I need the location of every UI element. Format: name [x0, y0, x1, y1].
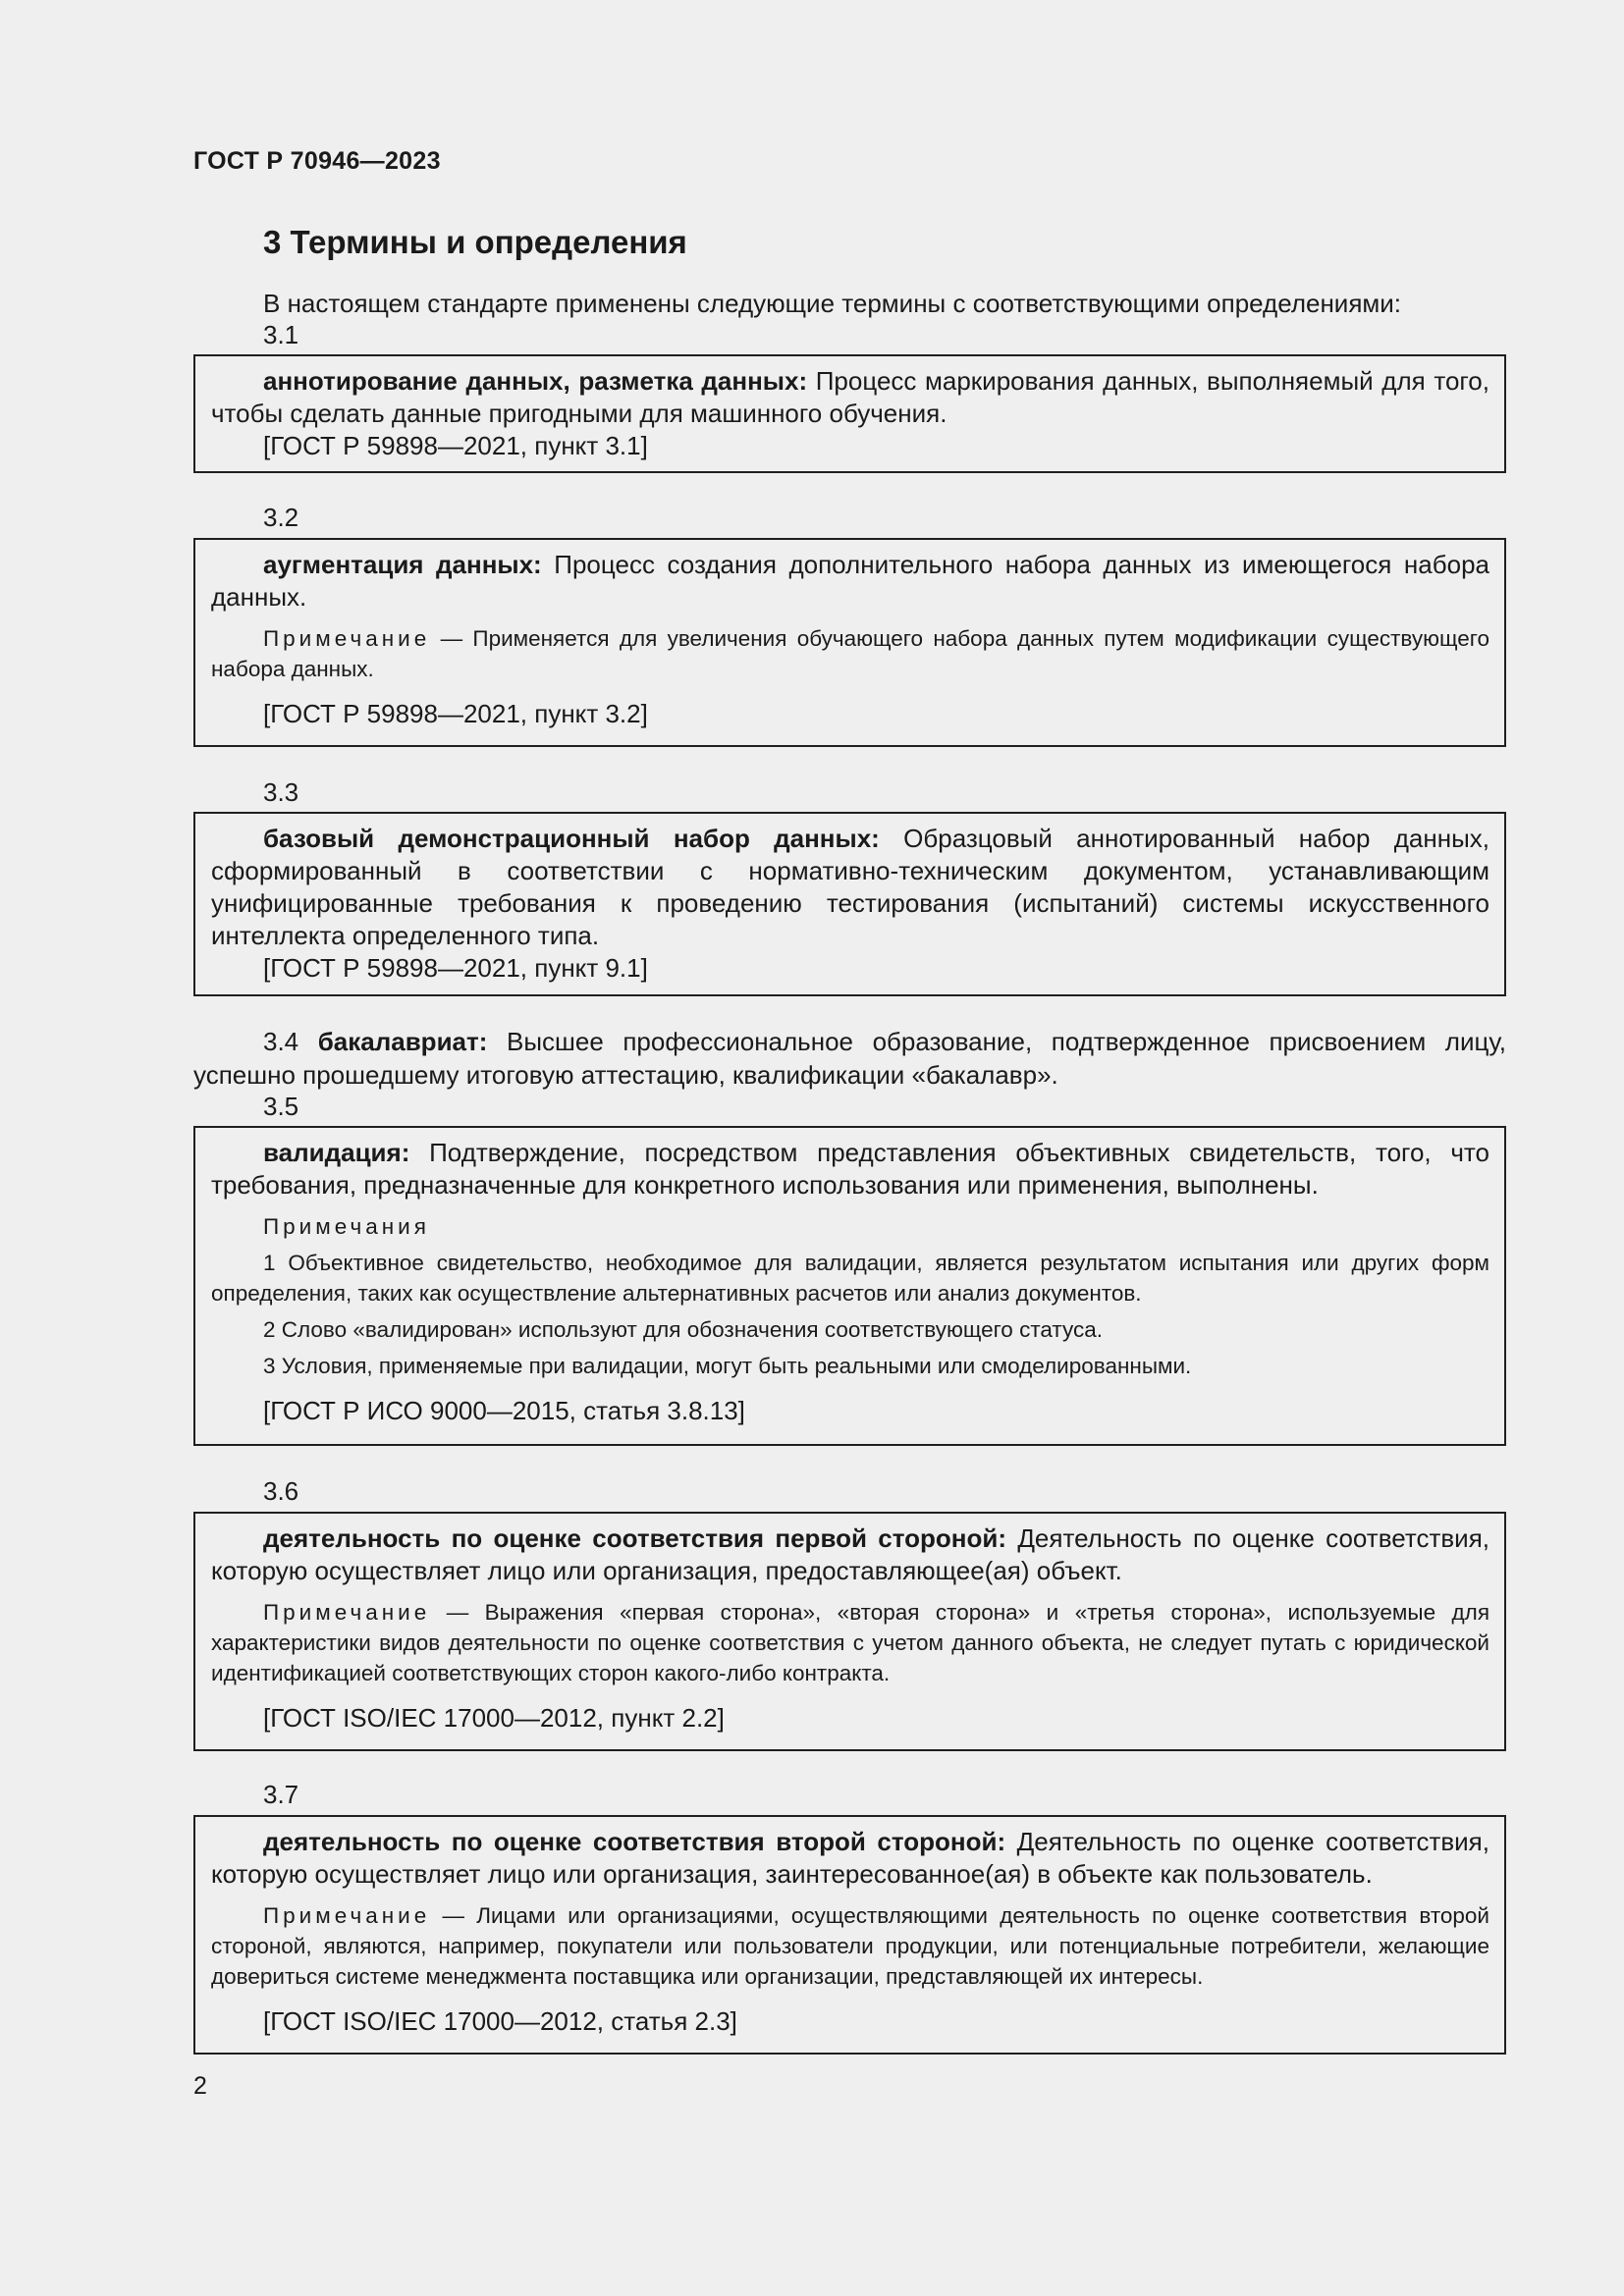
term-box: [193, 354, 1506, 473]
entry-number: 3.1: [263, 320, 299, 349]
term-name: бакалавриат:: [317, 1027, 488, 1056]
page-number: 2: [193, 2072, 207, 2100]
term-name: деятельность по оценке соответствия первой стороной:: [263, 1523, 1006, 1553]
term-entry-inline: 3.4 бакалавриат: Высшее профессиональное образование, подтвержденное присвоением лицу, успешно прошедшему итоговую аттестацию, квалификации «бакалавр».: [193, 1027, 1506, 1090]
notes-label: Примечания: [263, 1214, 430, 1239]
entry-number: 3.4: [263, 1027, 299, 1056]
term-reference: [ГОСТ ISO/IEC 17000—2012, статья 2.3]: [263, 2006, 737, 2036]
term-name: валидация:: [263, 1138, 410, 1167]
term-box: [193, 538, 1506, 747]
term-note: 3 Условия, применяемые при валидации, могут быть реальными или смоделированными.: [263, 1354, 1192, 1378]
term-box: [193, 1512, 1506, 1751]
term-reference: [ГОСТ Р ИСО 9000—2015, статья 3.8.13]: [263, 1396, 745, 1425]
entry-number: 3.5: [263, 1092, 299, 1121]
term-reference: [ГОСТ ISO/IEC 17000—2012, пункт 2.2]: [263, 1703, 725, 1733]
term-definition: базовый демонстрационный набор данных: Образцовый аннотированный набор данных, сформированный в соответствии с нормативно-техническим документом, устанавливающим унифицированные требования к проведению тестирования (испытаний) системы искусственного интеллекта определенного типа.: [211, 824, 1489, 950]
term-reference: [ГОСТ Р 59898—2021, пункт 3.1]: [263, 431, 648, 460]
term-box: [193, 1815, 1506, 2055]
term-definition: аннотирование данных, разметка данных: Процесс маркирования данных, выполняемый для того, чтобы сделать данные пригодными для машинного обучения.: [211, 366, 1489, 428]
term-name: аннотирование данных, разметка данных:: [263, 366, 808, 396]
term-name: деятельность по оценке соответствия второй стороной:: [263, 1827, 1006, 1856]
entry-number: 3.2: [263, 503, 299, 532]
term-name: аугментация данных:: [263, 550, 542, 579]
section-intro: В настоящем стандарте применены следующие термины с соответствующими определениями:: [263, 289, 1402, 318]
term-note: 2 Слово «валидирован» используют для обозначения соответствующего статуса.: [263, 1317, 1103, 1342]
term-note: Примечание — Выражения «первая сторона», «вторая сторона» и «третья сторона», используемые для характеристики видов деятельности по оценке соответствия с учетом данного объекта, не следует путать с юридической идентификацией соответствующих сторон какого-либо контракта.: [211, 1600, 1489, 1685]
section-title: 3 Термины и определения: [263, 224, 687, 260]
term-definition: деятельность по оценке соответствия второй стороной: Деятельность по оценке соответствия, которую осуществляет лицо или организация, заинтересованное(ая) в объекте как пользователь.: [211, 1827, 1489, 1889]
term-definition: валидация: Подтверждение, посредством представления объективных свидетельств, того, что требования, предназначенные для конкретного использования или применения, выполнены.: [211, 1138, 1489, 1200]
entry-number: 3.6: [263, 1476, 299, 1506]
term-note: Примечание — Лицами или организациями, осуществляющими деятельность по оценке соответствия второй стороной, являются, например, покупатели или пользователи продукции, или потенциальные потребители, желающие довериться системе менеджмента поставщика или организации, представляющей их интересы.: [211, 1903, 1489, 1989]
term-definition: деятельность по оценке соответствия первой стороной: Деятельность по оценке соответствия, которую осуществляет лицо или организация, предоставляющее(ая) объект.: [211, 1523, 1489, 1585]
term-reference: [ГОСТ Р 59898—2021, пункт 9.1]: [263, 953, 648, 983]
entry-number: 3.3: [263, 777, 299, 807]
term-note: 1 Объективное свидетельство, необходимое для валидации, является результатом испытания или других форм определения, таких как осуществление альтернативных расчетов или анализ документов.: [211, 1251, 1489, 1306]
document-code: ГОСТ Р 70946—2023: [193, 147, 441, 175]
term-note: Примечание — Применяется для увеличения обучающего набора данных путем модификации существующего набора данных.: [211, 626, 1489, 681]
term-name: базовый демонстрационный набор данных:: [263, 824, 880, 853]
entry-number: 3.7: [263, 1780, 299, 1809]
term-reference: [ГОСТ Р 59898—2021, пункт 3.2]: [263, 699, 648, 728]
term-box: [193, 1126, 1506, 1446]
term-definition: аугментация данных: Процесс создания дополнительного набора данных из имеющегося набора данных.: [211, 550, 1489, 612]
term-box: [193, 812, 1506, 996]
